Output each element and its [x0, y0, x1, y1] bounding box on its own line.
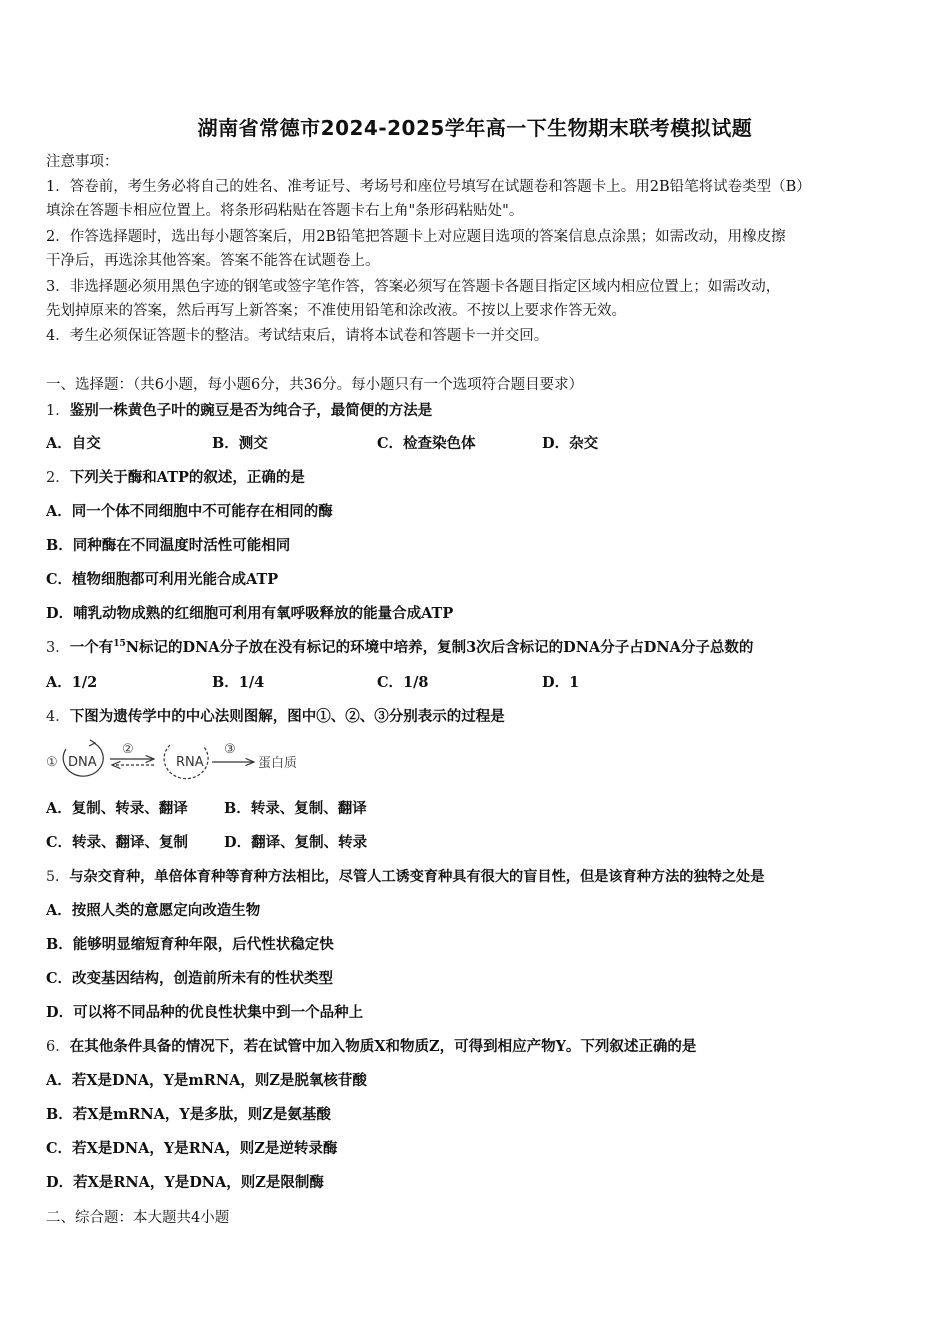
option-b: B．若X是mRNA，Y是多肽，则Z是氨基酸 — [46, 1106, 331, 1123]
option-c: C．改变基因结构，创造前所未有的性状类型 — [46, 970, 334, 987]
question-text: 鉴别一株黄色子叶的豌豆是否为纯合子，最简便的方法是 — [69, 402, 433, 419]
question-4 — [46, 707, 505, 727]
question-6 — [46, 1037, 696, 1057]
section-heading: 一、选择题：（共6小题，每小题6分，共36分。每小题只有一个选项符合题目要求） — [46, 377, 584, 393]
question-2 — [46, 468, 305, 488]
option-b: B．能够明显缩短育种年限，后代性状稳定快 — [46, 936, 334, 953]
option-a: A．复制、转录、翻译 — [46, 800, 188, 817]
question-text: 一个有 — [69, 639, 114, 656]
question-number: 3． — [46, 640, 70, 656]
option-c: C．转录、翻译、复制 — [46, 834, 189, 851]
option-d: D．若X是RNA，Y是DNA，则Z是限制酶 — [46, 1174, 324, 1191]
question-text: 下列关于酶和ATP的叙述，正确的是 — [69, 469, 305, 486]
question-text: 与杂交育种，单倍体育种等育种方法相比，尽管人工诱变育种具有很大的盲目性，但是该育种方法的独特之处是 — [69, 869, 765, 885]
central-dogma-diagram — [44, 735, 314, 785]
notice-line: 4．考生必须保证答题卡的整洁。考试结束后，请将本试卷和答题卡一并交回。 — [46, 328, 549, 344]
page-title: 湖南省常德市2024-2025学年高一下生物期末联考模拟试题 — [197, 116, 753, 140]
label-2: ② — [122, 742, 134, 757]
option-c: C．检查染色体 — [377, 435, 476, 452]
replication-arrowhead — [89, 740, 95, 746]
option-c: C．植物细胞都可利用光能合成ATP — [46, 571, 279, 588]
option-b: B．同种酶在不同温度时活性可能相同 — [46, 537, 291, 554]
option-d: D．杂交 — [542, 435, 599, 452]
question-text: 在其他条件具备的情况下，若在试管中加入物质X和物质Z，可得到相应产物Y。下列叙述正确的是 — [69, 1038, 697, 1055]
option-d: D．哺乳动物成熟的红细胞可利用有氧呼吸释放的能量合成ATP — [46, 605, 454, 622]
question-text: 下图为遗传学中的中心法则图解，图中①、②、③分别表示的过程是 — [69, 708, 505, 725]
question-3 — [46, 638, 753, 658]
option-d: D．1 — [542, 674, 580, 691]
notice-line: 1．答卷前，考生务必将自己的姓名、准考证号、考场号和座位号填写在试题卷和答题卡上。用2B铅笔将试卷类型（B） — [46, 179, 811, 195]
option-b: B．测交 — [212, 435, 268, 452]
notice-line: 先划掉原来的答案，然后再写上新答案；不准使用铅笔和涂改液。不按以上要求作答无效。 — [46, 303, 626, 319]
section-heading: 二、综合题：本大题共4小题 — [46, 1210, 230, 1226]
option-a: A．按照人类的意愿定向改造生物 — [46, 902, 261, 919]
notice-line: 干净后，再选涂其他答案。答案不能答在试题卷上。 — [46, 253, 380, 269]
option-a: A．自交 — [46, 435, 101, 452]
label-3: ③ — [224, 742, 236, 757]
option-a: A．1/2 — [46, 674, 98, 691]
label-1: ① — [46, 755, 58, 770]
isotope-superscript: 15 — [113, 639, 126, 650]
option-a: A．同一个体不同细胞中不可能存在相同的酶 — [46, 503, 333, 520]
protein-label: 蛋白质 — [258, 756, 298, 771]
question-text: N标记的DNA分子放在没有标记的环境中培养，复制3次后含标记的DNA分子占DNA分子总数的 — [125, 639, 754, 656]
notice-line: 填涂在答题卡相应位置上。将条形码粘贴在答题卡右上角"条形码粘贴处"。 — [46, 203, 524, 219]
question-number: 2． — [46, 470, 70, 486]
option-d: D．翻译、复制、转录 — [224, 834, 368, 851]
notice-line: 3．非选择题必须用黑色字迹的钢笔或签字笔作答，答案必须写在答题卡各题目指定区域内相应位置上；如需改动， — [46, 279, 781, 295]
option-a: A．若X是DNA，Y是mRNA，则Z是脱氧核苷酸 — [46, 1072, 367, 1089]
option-c: C．1/8 — [377, 674, 429, 691]
question-number: 5． — [46, 869, 70, 885]
notice-heading: 注意事项： — [46, 154, 119, 170]
option-b: B．转录、复制、翻译 — [224, 800, 367, 817]
dna-label: DNA — [68, 755, 97, 770]
question-1 — [46, 401, 432, 421]
option-b: B．1/4 — [212, 674, 265, 691]
question-number: 1． — [46, 403, 70, 419]
option-c: C．若X是DNA，Y是RNA，则Z是逆转录酶 — [46, 1140, 338, 1157]
question-number: 6． — [46, 1039, 70, 1055]
rna-label: RNA — [176, 755, 204, 770]
option-d: D．可以将不同品种的优良性状集中到一个品种上 — [46, 1004, 364, 1021]
question-number: 4． — [46, 709, 70, 725]
notice-line: 2．作答选择题时，选出每小题答案后，用2B铅笔把答题卡上对应题目选项的答案信息点涂黑；如需改动，用橡皮擦 — [46, 229, 786, 245]
question-5 — [46, 867, 764, 887]
